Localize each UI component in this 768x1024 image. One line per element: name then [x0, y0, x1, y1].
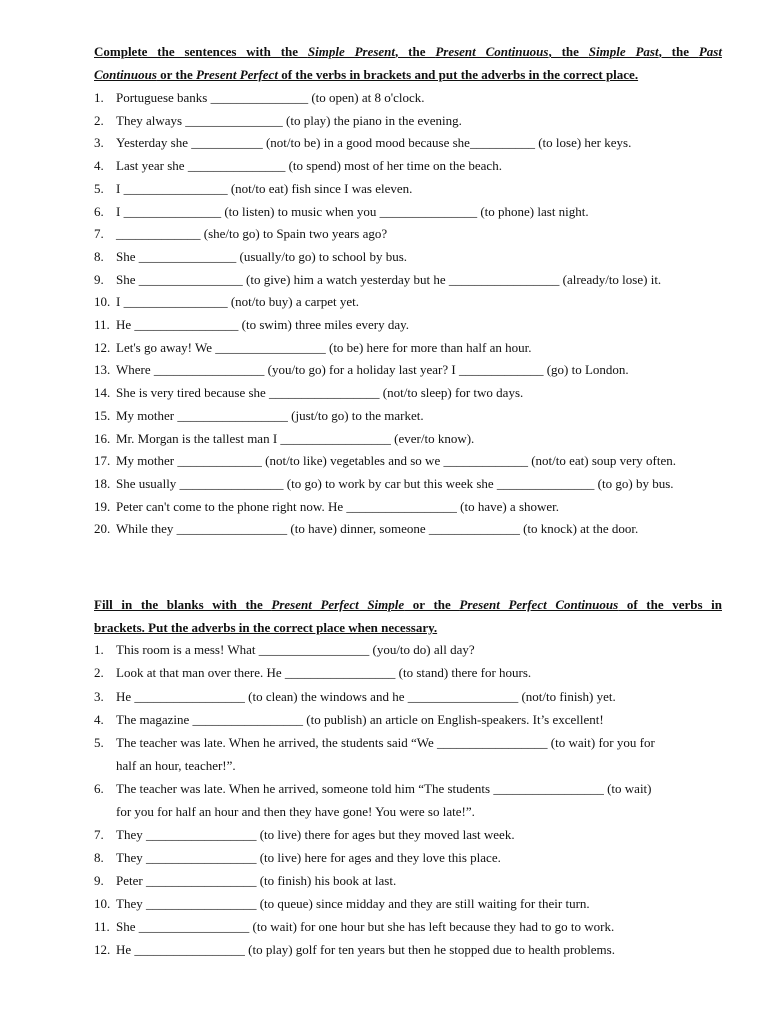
question-number: 12.: [94, 942, 111, 957]
question-item: [94, 181, 412, 197]
question-text: He ________________ (to swim) three miles every day.: [116, 317, 410, 332]
question-number: 10.: [94, 294, 111, 309]
question-text: The teacher was late. When he arrived, someone told him “The students _________________ (to wait): [116, 781, 652, 796]
question-item: [94, 385, 523, 401]
section2-instruction: Fill in the blanks with the Present Perfect Simple or the Present Perfect Continuous of the verbs in brackets. Put the adverbs in the correct place when necessary.: [94, 597, 722, 635]
question-text: They always _______________ (to play) the piano in the evening.: [116, 113, 462, 128]
question-text: Portuguese banks _______________ (to open) at 8 o'clock.: [116, 90, 425, 105]
question-number: 7.: [94, 226, 104, 241]
question-item: [94, 249, 407, 265]
question-item: [94, 712, 604, 728]
question-text: She ________________ (to give) him a watch yesterday but he _________________ (already/to lose) it.: [116, 272, 662, 287]
question-item: [94, 850, 501, 866]
question-item: [94, 90, 425, 106]
question-text: Look at that man over there. He _________________ (to stand) there for hours.: [116, 665, 532, 680]
question-item: [94, 476, 674, 492]
question-text: Yesterday she ___________ (not/to be) in a good mood because she__________ (to lose) her keys.: [116, 135, 632, 150]
question-item: [94, 521, 638, 537]
question-item: [94, 499, 559, 515]
question-number: 19.: [94, 499, 111, 514]
question-number: 1.: [94, 90, 104, 105]
question-number: 5.: [94, 735, 104, 750]
question-item: [94, 453, 676, 469]
question-number: 15.: [94, 408, 111, 423]
question-number: 3.: [94, 135, 104, 150]
question-text: Let's go away! We _________________ (to be) here for more than half an hour.: [116, 340, 532, 355]
question-number: 2.: [94, 665, 104, 680]
question-number: 4.: [94, 158, 104, 173]
question-number: 5.: [94, 181, 104, 196]
question-text: Peter _________________ (to finish) his book at last.: [116, 873, 397, 888]
question-number: 9.: [94, 272, 104, 287]
section1-instruction: Complete the sentences with the Simple Present, the Present Continuous, the Simple Past, the Past Continuous or the Present Perfect of the verbs in brackets and put the adverbs in the correct place.: [94, 44, 722, 82]
question-item: [94, 226, 387, 242]
question-item: [94, 689, 616, 705]
question-text: She _________________ (to wait) for one hour but she has left because they had to go to work.: [116, 919, 615, 934]
question-number: 1.: [94, 642, 104, 657]
question-number: 14.: [94, 385, 111, 400]
question-text: She usually ________________ (to go) to work by car but this week she _______________ (to go) by bus.: [116, 476, 674, 491]
question-item: [94, 272, 661, 288]
question-item: [94, 942, 615, 958]
question-item: [94, 135, 631, 151]
question-number: 8.: [94, 249, 104, 264]
question-number: 9.: [94, 873, 104, 888]
question-text: Where _________________ (you/to go) for a holiday last year? I _____________ (go) to London.: [116, 362, 629, 377]
question-text: _____________ (she/to go) to Spain two years ago?: [116, 226, 388, 241]
question-text: They _________________ (to queue) since midday and they are still waiting for their turn.: [116, 896, 590, 911]
question-number: 4.: [94, 712, 104, 727]
question-number: 6.: [94, 204, 104, 219]
question-number: 11.: [94, 317, 110, 332]
question-text: They _________________ (to live) there for ages but they moved last week.: [116, 827, 515, 842]
question-text: Mr. Morgan is the tallest man I _________________ (ever/to know).: [116, 431, 475, 446]
question-number: 7.: [94, 827, 104, 842]
question-number: 18.: [94, 476, 111, 491]
question-item: [94, 431, 474, 447]
question-item: [94, 204, 589, 220]
question-number: 6.: [94, 781, 104, 796]
question-item: [94, 340, 532, 356]
question-number: 13.: [94, 362, 111, 377]
question-text-continued: half an hour, teacher!”.: [116, 758, 236, 773]
question-item: [94, 919, 614, 935]
question-text: I ________________ (not/to eat) fish since I was eleven.: [116, 181, 413, 196]
question-item: [94, 317, 409, 333]
question-text: Last year she _______________ (to spend) most of her time on the beach.: [116, 158, 502, 173]
question-text: While they _________________ (to have) dinner, someone ______________ (to knock) at the door.: [116, 521, 639, 536]
question-item: [94, 642, 475, 658]
question-text: She is very tired because she _________________ (not/to sleep) for two days.: [116, 385, 524, 400]
question-text: This room is a mess! What _________________ (you/to do) all day?: [116, 642, 475, 657]
question-text: The teacher was late. When he arrived, the students said “We _________________ (to wait) for you for: [116, 735, 655, 750]
question-number: 3.: [94, 689, 104, 704]
question-number: 16.: [94, 431, 111, 446]
question-text: She _______________ (usually/to go) to school by bus.: [116, 249, 408, 264]
question-number: 11.: [94, 919, 110, 934]
question-text: I _______________ (to listen) to music when you _______________ (to phone) last night.: [116, 204, 589, 219]
question-text: He _________________ (to clean) the windows and he _________________ (not/to finish) yet.: [116, 689, 616, 704]
question-number: 2.: [94, 113, 104, 128]
question-item: [94, 294, 359, 310]
question-text: I ________________ (not/to buy) a carpet yet.: [116, 294, 359, 309]
question-item: [94, 158, 502, 174]
question-number: 17.: [94, 453, 111, 468]
question-item: [94, 735, 655, 773]
question-number: 12.: [94, 340, 111, 355]
question-text: Peter can't come to the phone right now. He _________________ (to have) a shower.: [116, 499, 560, 514]
question-text: The magazine _________________ (to publish) an article on English-speakers. It’s excellent!: [116, 712, 604, 727]
question-number: 8.: [94, 850, 104, 865]
question-text-continued: for you for half an hour and then they have gone! You were so late!”.: [116, 804, 475, 819]
question-number: 20.: [94, 521, 111, 536]
question-item: [94, 827, 515, 843]
question-number: 10.: [94, 896, 111, 911]
question-item: [94, 113, 462, 129]
question-item: [94, 873, 396, 889]
question-text: He _________________ (to play) golf for ten years but then he stopped due to health problems.: [116, 942, 615, 957]
question-item: [94, 665, 531, 681]
question-item: [94, 362, 629, 378]
question-text: My mother _____________ (not/to like) vegetables and so we _____________ (not/to eat) soup very often.: [116, 453, 676, 468]
question-item: [94, 896, 590, 912]
question-item: [94, 781, 652, 819]
question-text: They _________________ (to live) here for ages and they love this place.: [116, 850, 501, 865]
question-item: [94, 408, 424, 424]
question-text: My mother _________________ (just/to go) to the market.: [116, 408, 424, 423]
